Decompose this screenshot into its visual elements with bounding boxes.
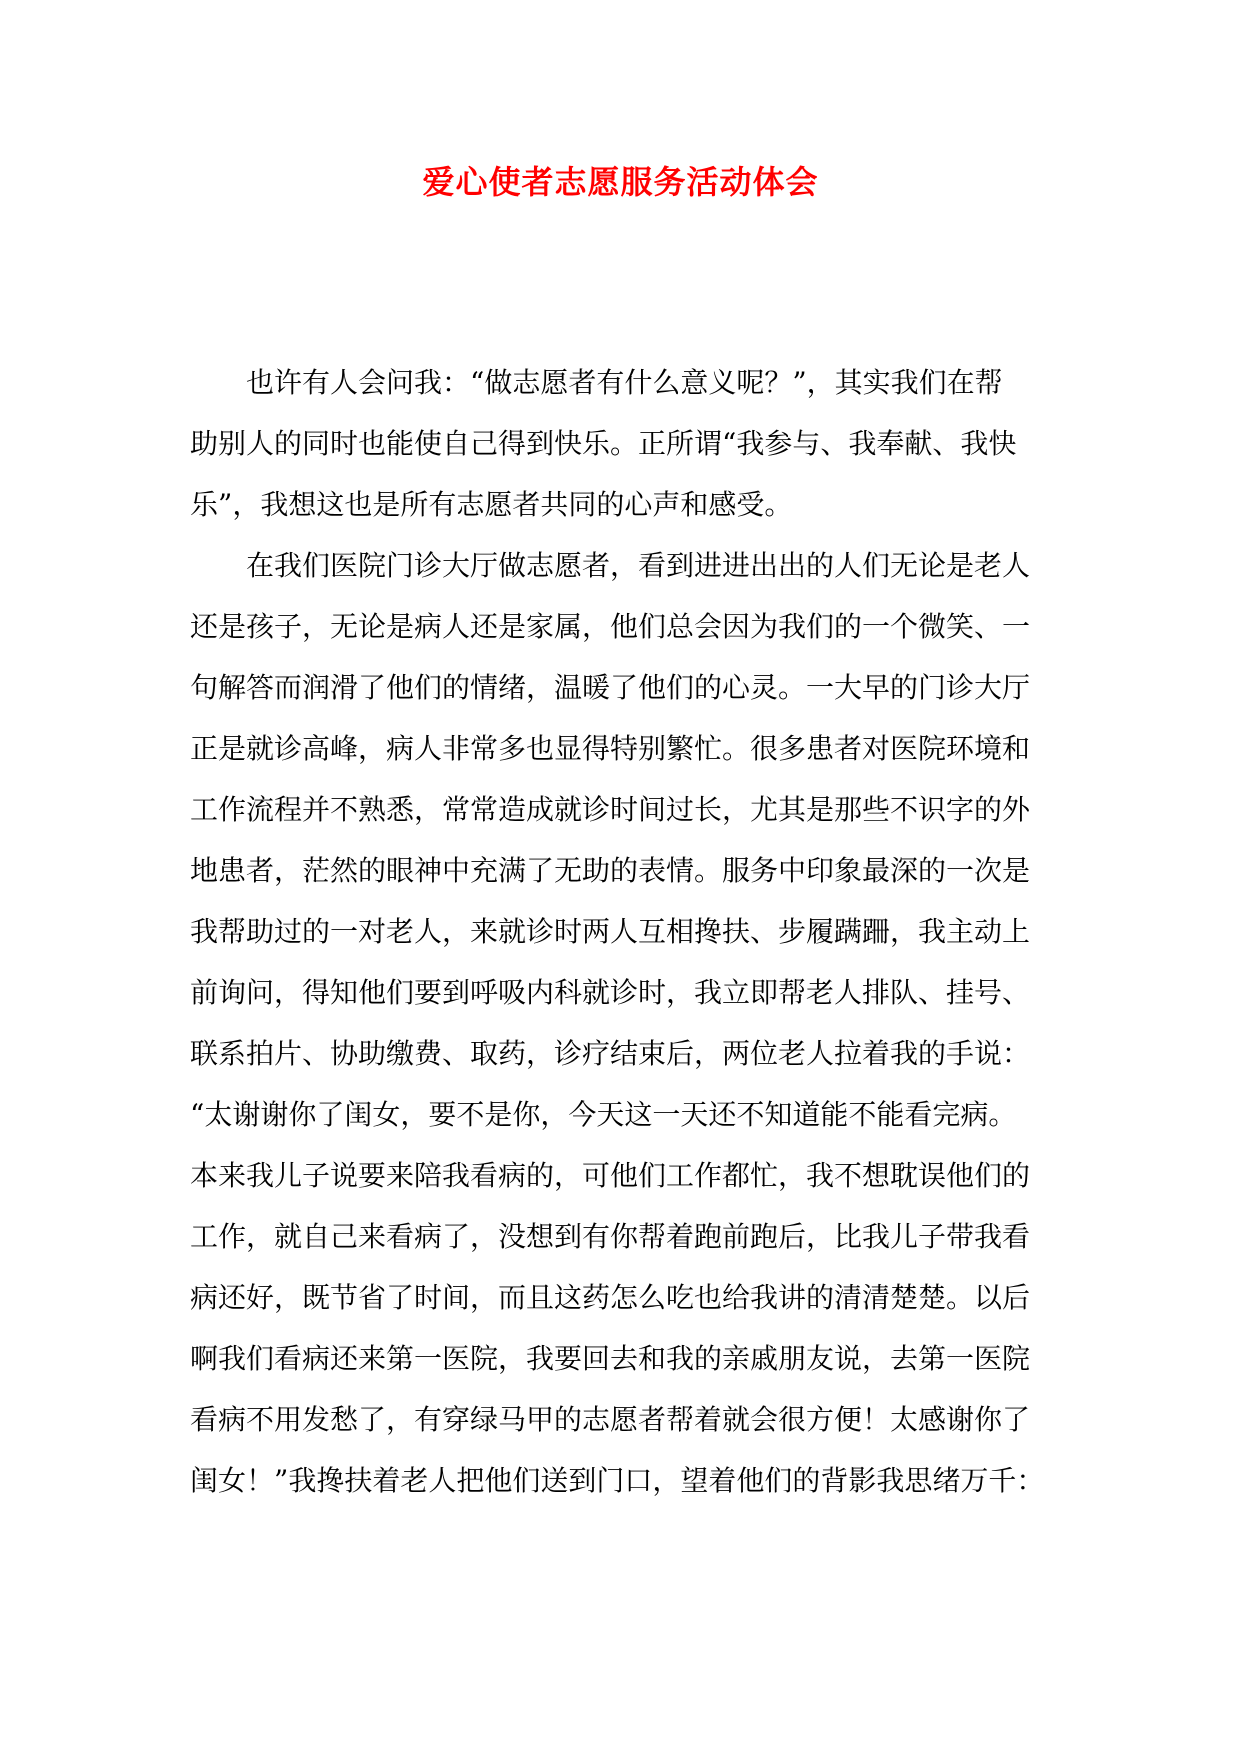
paragraph-line: 句解答而润滑了他们的情绪，温暖了他们的心灵。一大早的门诊大厅 [190, 671, 1031, 704]
paragraph-2 [190, 535, 1070, 1511]
paragraph-line: 前询问，得知他们要到呼吸内科就诊时，我立即帮老人排队、挂号、 [190, 976, 1031, 1009]
paragraph-1 [190, 352, 1070, 535]
paragraph-line: 看病不用发愁了，有穿绿马甲的志愿者帮着就会很方便！太感谢你了 [190, 1403, 1031, 1436]
paragraph-line: 乐”，我想这也是所有志愿者共同的心声和感受。 [190, 488, 793, 521]
paragraph-line: 联系拍片、协助缴费、取药，诊疗结束后，两位老人拉着我的手说： [190, 1037, 1031, 1070]
paragraph-line: 也许有人会问我：“做志愿者有什么意义呢？”，其实我们在帮 [246, 366, 1003, 399]
paragraph-line: “太谢谢你了闺女，要不是你，今天这一天还不知道能不能看完病。 [190, 1098, 1017, 1131]
paragraph-line: 闺女！”我搀扶着老人把他们送到门口，望着他们的背影我思绪万千： [190, 1464, 1045, 1497]
paragraph-line: 在我们医院门诊大厅做志愿者，看到进进出出的人们无论是老人 [246, 549, 1031, 582]
paragraph-line: 还是孩子，无论是病人还是家属，他们总会因为我们的一个微笑、一 [190, 610, 1031, 643]
paragraph-line: 病还好，既节省了时间，而且这药怎么吃也给我讲的清清楚楚。以后 [190, 1281, 1031, 1314]
paragraph-line: 啊我们看病还来第一医院，我要回去和我的亲戚朋友说，去第一医院 [190, 1342, 1031, 1375]
paragraph-line: 地患者，茫然的眼神中充满了无助的表情。服务中印象最深的一次是 [190, 854, 1031, 887]
paragraph-line: 正是就诊高峰，病人非常多也显得特别繁忙。很多患者对医院环境和 [190, 732, 1031, 765]
document-body [190, 352, 1070, 1511]
paragraph-line: 我帮助过的一对老人，来就诊时两人互相搀扶、步履蹒跚，我主动上 [190, 915, 1031, 948]
paragraph-line: 工作，就自己来看病了，没想到有你帮着跑前跑后，比我儿子带我看 [190, 1220, 1031, 1253]
paragraph-line: 工作流程并不熟悉，常常造成就诊时间过长，尤其是那些不识字的外 [190, 793, 1031, 826]
paragraph-line: 助别人的同时也能使自己得到快乐。正所谓“我参与、我奉献、我快 [190, 427, 1017, 460]
paragraph-line: 本来我儿子说要来陪我看病的，可他们工作都忙，我不想耽误他们的 [190, 1159, 1031, 1192]
document-title: 爱心使者志愿服务活动体会 [422, 163, 819, 201]
